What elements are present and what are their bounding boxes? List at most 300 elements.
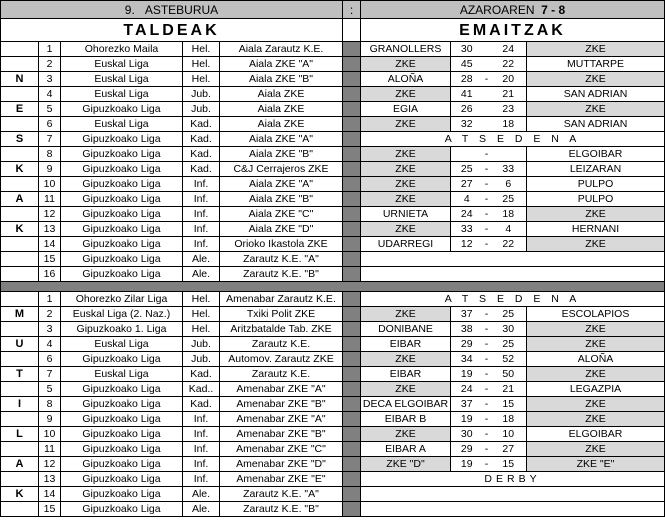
- home-team-cell: DECA ELGOIBAR: [361, 397, 451, 412]
- team-name-cell: Zarautz K.E.: [220, 367, 343, 382]
- divider: [343, 487, 361, 502]
- team-number: 13: [39, 222, 61, 237]
- home-score: 24: [451, 382, 483, 397]
- league-cell: Gipuzkoako Liga: [61, 207, 183, 222]
- league-cell: Gipuzkoako Liga: [61, 397, 183, 412]
- score-separator: -: [483, 192, 491, 207]
- home-score: 38: [451, 322, 483, 337]
- table-row: [1, 57, 665, 72]
- category-cell: Inf.: [183, 427, 220, 442]
- home-team-cell: ZKE: [361, 427, 451, 442]
- league-cell: Euskal Liga (2. Naz.): [61, 307, 183, 322]
- team-name-cell: Zarautz K.E. "A": [220, 487, 343, 502]
- category-cell: Kad.: [183, 367, 220, 382]
- away-team-cell: ZKE: [527, 337, 665, 352]
- team-number: 7: [39, 132, 61, 147]
- divider: [343, 457, 361, 472]
- away-team-cell: LEIZARAN: [527, 162, 665, 177]
- team-number: 10: [39, 177, 61, 192]
- divider: [343, 207, 361, 222]
- league-cell: Gipuzkoako Liga: [61, 102, 183, 117]
- home-team-cell: EIBAR A: [361, 442, 451, 457]
- home-team-cell: DONIBANE: [361, 322, 451, 337]
- side-letter: K: [1, 162, 39, 177]
- category-cell: Hel.: [183, 42, 220, 57]
- divider: [343, 162, 361, 177]
- team-name-cell: Amenabar ZKE "C": [220, 442, 343, 457]
- category-cell: Kad.: [183, 147, 220, 162]
- home-score: 12: [451, 237, 483, 252]
- home-team-cell: URNIETA: [361, 207, 451, 222]
- score-separator: -: [483, 442, 491, 457]
- home-team-cell: ZKE: [361, 222, 451, 237]
- header-separator: :: [343, 1, 361, 19]
- category-cell: Ale.: [183, 267, 220, 282]
- table-row: [1, 267, 665, 282]
- side-letter: T: [1, 367, 39, 382]
- table-row: [1, 147, 665, 162]
- category-cell: Ale.: [183, 252, 220, 267]
- table-row: [1, 177, 665, 192]
- team-number: 12: [39, 207, 61, 222]
- header-row: [1, 1, 665, 19]
- table-row: [1, 192, 665, 207]
- divider: [343, 177, 361, 192]
- home-score: 41: [451, 87, 483, 102]
- table-row: [1, 207, 665, 222]
- side-letter: [1, 412, 39, 427]
- away-score: 21: [491, 382, 527, 397]
- home-team-cell: ZKE: [361, 147, 451, 162]
- away-team-cell: ZKE: [527, 102, 665, 117]
- divider: [343, 147, 361, 162]
- side-letter: U: [1, 337, 39, 352]
- table-row: [1, 412, 665, 427]
- table-row: [1, 117, 665, 132]
- empty-result-cell: [361, 252, 665, 267]
- divider: [343, 307, 361, 322]
- team-name-cell: Amenabar ZKE "A": [220, 412, 343, 427]
- home-score: 45: [451, 57, 483, 72]
- table-row: [1, 252, 665, 267]
- away-team-cell: ESCOLAPIOS: [527, 307, 665, 322]
- team-number: 6: [39, 352, 61, 367]
- home-team-cell: ZKE "D": [361, 457, 451, 472]
- category-cell: Hel.: [183, 307, 220, 322]
- league-cell: Gipuzkoako Liga: [61, 502, 183, 517]
- category-cell: Ale.: [183, 502, 220, 517]
- divider: [343, 397, 361, 412]
- table-row: [1, 502, 665, 517]
- category-cell: Kad.: [183, 397, 220, 412]
- category-cell: Inf.: [183, 192, 220, 207]
- away-score: 50: [491, 367, 527, 382]
- team-number: 15: [39, 502, 61, 517]
- home-score: 4: [451, 192, 483, 207]
- team-number: 1: [39, 292, 61, 307]
- category-cell: Hel.: [183, 292, 220, 307]
- side-letter: [1, 177, 39, 192]
- table-row: [1, 352, 665, 367]
- divider: [343, 412, 361, 427]
- league-cell: Gipuzkoako Liga: [61, 412, 183, 427]
- team-name-cell: Amenabar ZKE "E": [220, 472, 343, 487]
- home-team-cell: ZKE: [361, 382, 451, 397]
- divider: [343, 472, 361, 487]
- team-number: 4: [39, 87, 61, 102]
- home-team-cell: ALOÑA: [361, 72, 451, 87]
- side-letter: K: [1, 487, 39, 502]
- home-score: 33: [451, 222, 483, 237]
- team-number: 2: [39, 57, 61, 72]
- category-cell: Kad.: [183, 162, 220, 177]
- home-score: 26: [451, 102, 483, 117]
- table-row: [1, 382, 665, 397]
- score-separator: [483, 102, 491, 117]
- team-number: 14: [39, 487, 61, 502]
- away-score: 18: [491, 412, 527, 427]
- side-letter: [1, 267, 39, 282]
- away-score: 24: [491, 42, 527, 57]
- score-separator: -: [483, 162, 491, 177]
- side-letter: [1, 322, 39, 337]
- divider: [343, 57, 361, 72]
- away-team-cell: ZKE: [527, 237, 665, 252]
- team-name-cell: Aiala ZKE: [220, 117, 343, 132]
- home-score: 32: [451, 117, 483, 132]
- away-score: 22: [491, 57, 527, 72]
- league-cell: Gipuzkoako Liga: [61, 192, 183, 207]
- score-separator: -: [483, 367, 491, 382]
- side-letter: [1, 147, 39, 162]
- away-team-cell: MUTTARPE: [527, 57, 665, 72]
- team-number: 4: [39, 337, 61, 352]
- team-name-cell: Aiala ZKE: [220, 87, 343, 102]
- empty-result-cell: [361, 267, 665, 282]
- category-cell: Inf.: [183, 222, 220, 237]
- away-team-cell: PULPO: [527, 177, 665, 192]
- table-row: [1, 457, 665, 472]
- category-cell: Kad.: [183, 132, 220, 147]
- league-cell: Gipuzkoako 1. Liga: [61, 322, 183, 337]
- away-score: 15: [491, 457, 527, 472]
- divider: [343, 87, 361, 102]
- table-row: [1, 487, 665, 502]
- league-cell: Gipuzkoako Liga: [61, 252, 183, 267]
- home-score: 29: [451, 337, 483, 352]
- rest-or-derby-cell: DERBY: [361, 472, 665, 487]
- category-cell: Ale.: [183, 487, 220, 502]
- team-number: 2: [39, 307, 61, 322]
- home-score: 28: [451, 72, 483, 87]
- table-row: [1, 222, 665, 237]
- team-name-cell: Amenabar ZKE "B": [220, 427, 343, 442]
- category-cell: Inf.: [183, 177, 220, 192]
- league-cell: Gipuzkoako Liga: [61, 442, 183, 457]
- home-score: 34: [451, 352, 483, 367]
- away-score: 18: [491, 207, 527, 222]
- divider: [343, 42, 361, 57]
- divider: [343, 132, 361, 147]
- side-letter: E: [1, 102, 39, 117]
- table-row: [1, 87, 665, 102]
- team-number: 9: [39, 412, 61, 427]
- team-number: 12: [39, 457, 61, 472]
- away-score: 20: [491, 72, 527, 87]
- league-cell: Euskal Liga: [61, 337, 183, 352]
- home-score: 19: [451, 367, 483, 382]
- away-score: 27: [491, 442, 527, 457]
- side-letter: A: [1, 457, 39, 472]
- home-team-cell: GRANOLLERS: [361, 42, 451, 57]
- away-score: 25: [491, 307, 527, 322]
- score-separator: -: [483, 207, 491, 222]
- team-name-cell: Aiala ZKE "A": [220, 57, 343, 72]
- home-team-cell: ZKE: [361, 307, 451, 322]
- category-cell: Jub.: [183, 102, 220, 117]
- section-separator: [1, 282, 665, 292]
- table-row: [1, 162, 665, 177]
- team-name-cell: Aiala Zarautz K.E.: [220, 42, 343, 57]
- table-row: [1, 442, 665, 457]
- side-letter: L: [1, 427, 39, 442]
- team-number: 8: [39, 147, 61, 162]
- empty-result-cell: [361, 487, 665, 502]
- team-name-cell: Zarautz K.E. "B": [220, 502, 343, 517]
- team-name-cell: Aiala ZKE "B": [220, 192, 343, 207]
- side-letter: [1, 42, 39, 57]
- side-letter: [1, 87, 39, 102]
- home-team-cell: ZKE: [361, 162, 451, 177]
- table-row: [1, 367, 665, 382]
- away-team-cell: ZKE: [527, 42, 665, 57]
- away-team-cell: ZKE: [527, 322, 665, 337]
- home-score: 25: [451, 162, 483, 177]
- side-letter: S: [1, 132, 39, 147]
- home-team-cell: EIBAR: [361, 337, 451, 352]
- divider: [343, 502, 361, 517]
- team-name-cell: C&J Cerrajeros ZKE: [220, 162, 343, 177]
- team-number: 13: [39, 472, 61, 487]
- category-cell: Inf.: [183, 412, 220, 427]
- away-score: 4: [491, 222, 527, 237]
- score-separator: [483, 117, 491, 132]
- category-cell: Inf.: [183, 472, 220, 487]
- table-row: [1, 102, 665, 117]
- divider: [343, 427, 361, 442]
- league-cell: Ohorezko Maila: [61, 42, 183, 57]
- table-row: [1, 237, 665, 252]
- team-number: 16: [39, 267, 61, 282]
- away-score: 25: [491, 192, 527, 207]
- team-name-cell: Aiala ZKE: [220, 102, 343, 117]
- table-row: [1, 307, 665, 322]
- divider: [343, 237, 361, 252]
- score-separator: -: [483, 237, 491, 252]
- away-score: 33: [491, 162, 527, 177]
- home-team-cell: ZKE: [361, 117, 451, 132]
- league-cell: Gipuzkoako Liga: [61, 132, 183, 147]
- score-separator: -: [483, 147, 491, 162]
- divider: [343, 382, 361, 397]
- team-name-cell: Amenabar ZKE "B": [220, 397, 343, 412]
- team-number: 5: [39, 102, 61, 117]
- home-score: [451, 147, 483, 162]
- home-score: 19: [451, 457, 483, 472]
- category-cell: Inf.: [183, 207, 220, 222]
- category-cell: Hel.: [183, 322, 220, 337]
- team-number: 15: [39, 252, 61, 267]
- home-score: 30: [451, 427, 483, 442]
- side-letter: [1, 292, 39, 307]
- away-score: 52: [491, 352, 527, 367]
- score-separator: [483, 57, 491, 72]
- home-score: 37: [451, 307, 483, 322]
- league-cell: Gipuzkoako Liga: [61, 267, 183, 282]
- team-number: 14: [39, 237, 61, 252]
- category-cell: Hel.: [183, 57, 220, 72]
- side-letter: [1, 352, 39, 367]
- away-team-cell: ZKE: [527, 207, 665, 222]
- home-team-cell: ZKE: [361, 352, 451, 367]
- score-separator: -: [483, 72, 491, 87]
- home-team-cell: EIBAR B: [361, 412, 451, 427]
- divider: [343, 72, 361, 87]
- date-cell: AZAROAREN 7 - 8: [361, 1, 665, 19]
- category-cell: Jub.: [183, 352, 220, 367]
- side-letter: M: [1, 307, 39, 322]
- table-row: [1, 397, 665, 412]
- away-score: 10: [491, 427, 527, 442]
- team-number: 5: [39, 382, 61, 397]
- league-cell: Gipuzkoako Liga: [61, 472, 183, 487]
- score-separator: -: [483, 397, 491, 412]
- team-name-cell: Zarautz K.E.: [220, 337, 343, 352]
- score-separator: -: [483, 382, 491, 397]
- away-score: 21: [491, 87, 527, 102]
- divider: [343, 352, 361, 367]
- table-row: [1, 42, 665, 57]
- separator-band: [1, 282, 665, 292]
- team-number: 9: [39, 162, 61, 177]
- team-name-cell: Aiala ZKE "D": [220, 222, 343, 237]
- table-row: [1, 337, 665, 352]
- score-separator: -: [483, 222, 491, 237]
- team-number: 11: [39, 442, 61, 457]
- away-team-cell: ZKE: [527, 367, 665, 382]
- score-separator: [483, 87, 491, 102]
- league-cell: Gipuzkoako Liga: [61, 487, 183, 502]
- team-number: 10: [39, 427, 61, 442]
- table-row: [1, 322, 665, 337]
- team-name-cell: Aiala ZKE "A": [220, 177, 343, 192]
- score-separator: -: [483, 412, 491, 427]
- divider: [343, 222, 361, 237]
- category-cell: Jub.: [183, 87, 220, 102]
- league-cell: Gipuzkoako Liga: [61, 147, 183, 162]
- league-cell: Gipuzkoako Liga: [61, 457, 183, 472]
- team-name-cell: Orioko Ikastola ZKE: [220, 237, 343, 252]
- table-row: [1, 472, 665, 487]
- divider: [343, 322, 361, 337]
- score-separator: [483, 42, 491, 57]
- score-separator: -: [483, 427, 491, 442]
- team-number: 11: [39, 192, 61, 207]
- side-letter: [1, 382, 39, 397]
- home-team-cell: ZKE: [361, 177, 451, 192]
- team-name-cell: Aiala ZKE "A": [220, 132, 343, 147]
- home-score: 27: [451, 177, 483, 192]
- side-letter: N: [1, 72, 39, 87]
- divider: [343, 337, 361, 352]
- team-name-cell: Automov. Zarautz ZKE: [220, 352, 343, 367]
- league-cell: Gipuzkoako Liga: [61, 427, 183, 442]
- score-separator: -: [483, 457, 491, 472]
- rest-or-derby-cell: A T S E D E N A: [361, 292, 665, 307]
- away-team-cell: SAN ADRIAN: [527, 117, 665, 132]
- league-cell: Gipuzkoako Liga: [61, 237, 183, 252]
- category-cell: Inf.: [183, 442, 220, 457]
- team-name-cell: Zarautz K.E. "B": [220, 267, 343, 282]
- team-name-cell: Amenabar Zarautz K.E.: [220, 292, 343, 307]
- side-letter: [1, 502, 39, 517]
- teams-heading: TALDEAK: [1, 19, 343, 42]
- away-score: 30: [491, 322, 527, 337]
- team-number: 3: [39, 322, 61, 337]
- divider: [343, 292, 361, 307]
- team-number: 7: [39, 367, 61, 382]
- side-letter: K: [1, 222, 39, 237]
- side-letter: [1, 252, 39, 267]
- divider: [343, 442, 361, 457]
- divider: [343, 117, 361, 132]
- weekend-title-cell: 9. ASTEBURUA: [1, 1, 343, 19]
- league-cell: Gipuzkoako Liga: [61, 352, 183, 367]
- away-team-cell: PULPO: [527, 192, 665, 207]
- home-team-cell: UDARREGI: [361, 237, 451, 252]
- home-score: 37: [451, 397, 483, 412]
- table-row: [1, 132, 665, 147]
- team-name-cell: Aritzbatalde Tab. ZKE: [220, 322, 343, 337]
- score-separator: -: [483, 322, 491, 337]
- category-cell: Jub.: [183, 337, 220, 352]
- table-row: [1, 292, 665, 307]
- away-score: 22: [491, 237, 527, 252]
- team-name-cell: Amenabar ZKE "A": [220, 382, 343, 397]
- side-letter: I: [1, 397, 39, 412]
- divider: [343, 252, 361, 267]
- away-team-cell: ALOÑA: [527, 352, 665, 367]
- league-cell: Euskal Liga: [61, 72, 183, 87]
- team-number: 6: [39, 117, 61, 132]
- rest-or-derby-cell: A T S E D E N A: [361, 132, 665, 147]
- away-score: 18: [491, 117, 527, 132]
- divider: [343, 192, 361, 207]
- team-name-cell: Aiala ZKE "B": [220, 147, 343, 162]
- league-cell: Gipuzkoako Liga: [61, 222, 183, 237]
- home-team-cell: EIBAR: [361, 367, 451, 382]
- away-score: 23: [491, 102, 527, 117]
- league-cell: Euskal Liga: [61, 367, 183, 382]
- home-team-cell: ZKE: [361, 57, 451, 72]
- league-cell: Gipuzkoako Liga: [61, 177, 183, 192]
- side-letter: A: [1, 192, 39, 207]
- divider: [343, 19, 361, 42]
- team-number: 8: [39, 397, 61, 412]
- away-score: 25: [491, 337, 527, 352]
- home-score: 30: [451, 42, 483, 57]
- team-name-cell: Zarautz K.E. "A": [220, 252, 343, 267]
